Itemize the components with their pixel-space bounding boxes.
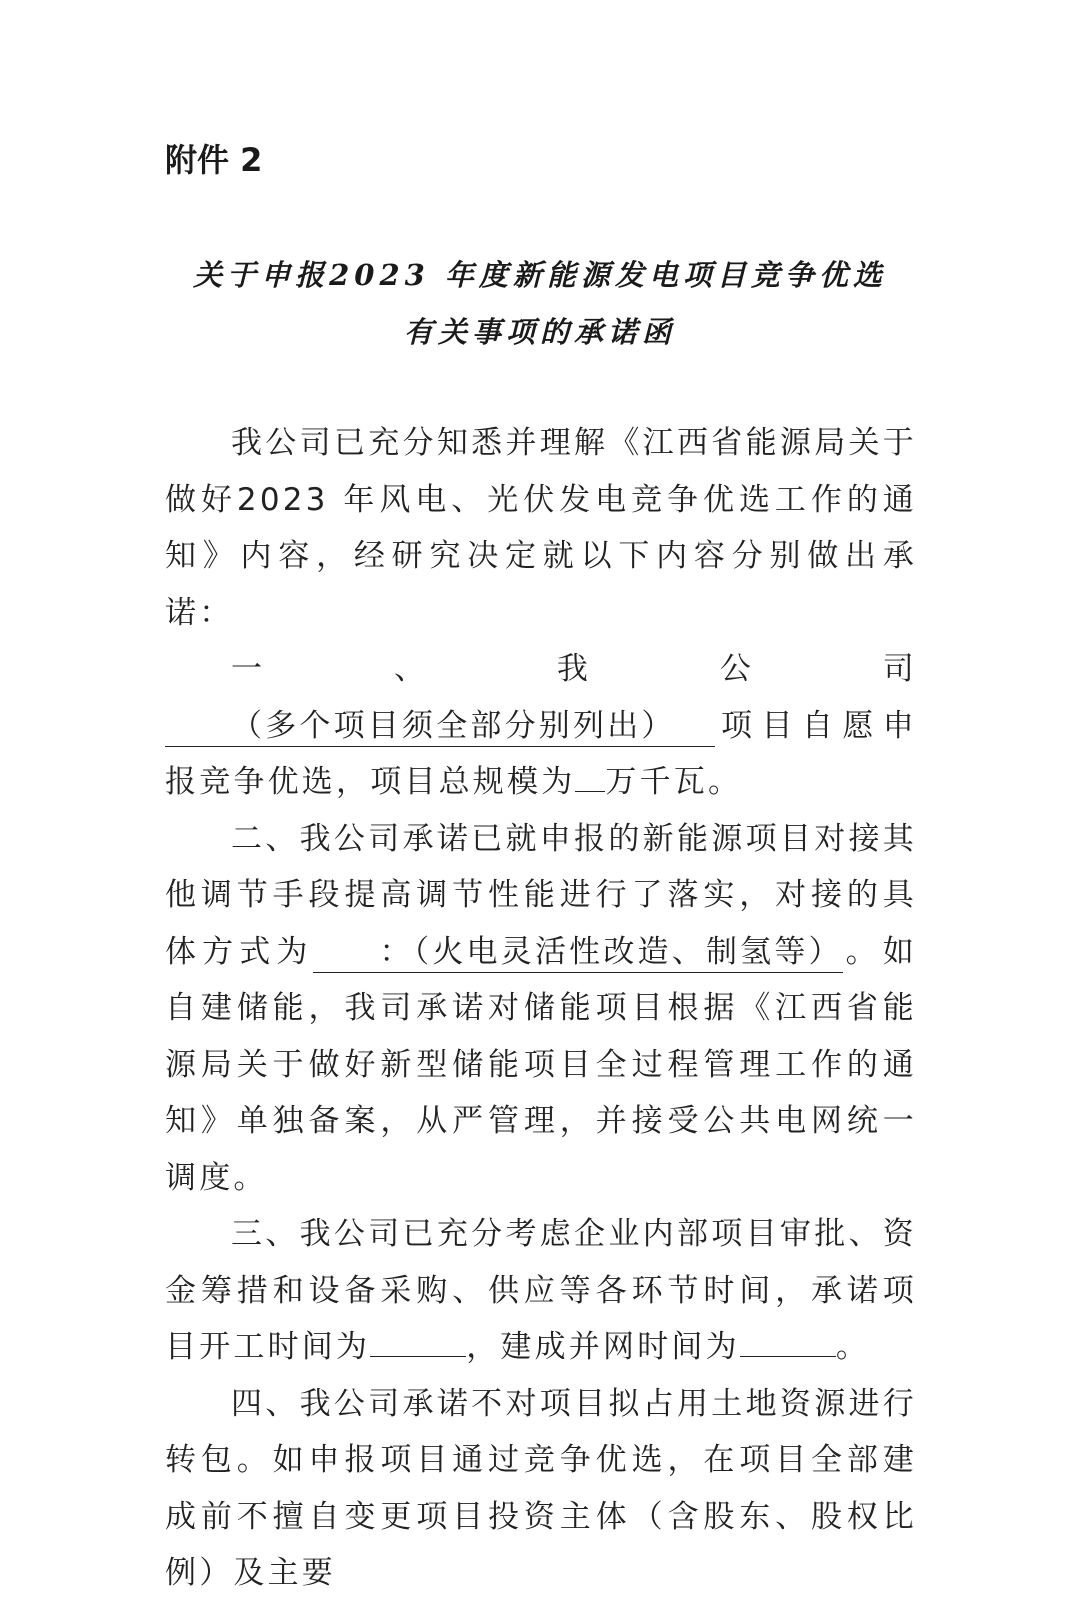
item1-prefix: 一、我公司 (231, 651, 917, 687)
start-date-blank (370, 1322, 466, 1357)
grid-connection-date-blank (740, 1322, 836, 1357)
item1-middle: 项目自愿申报竞争优选，项目总规模为 (165, 707, 917, 800)
item3-suffix: 。 (835, 1329, 871, 1365)
document-body (165, 415, 917, 1602)
intro-paragraph (165, 415, 917, 641)
item1-project-list-blank: （多个项目须全部分别列出） (165, 706, 715, 747)
document-title-line-2: 有关事项的承诺函 (403, 315, 676, 349)
item2-prefix: 二、我公司承诺已就申报的新能源项目对接其他调节手段提高调节性能进行了落实，对接的具体方式为 (165, 820, 917, 970)
attachment-label: 附件 2 (165, 141, 263, 179)
commitment-item-3 (165, 1206, 917, 1376)
item2-suffix: 。如自建储能，我司承诺对储能项目根据《江西省能源局关于做好新型储能项目全过程管理工作的通知》单独备案，从严管理，并接受公共电网统一调度。 (165, 933, 917, 1196)
item4-text: 四、我公司承诺不对项目拟占用土地资源进行转包。如申报项目通过竞争优选，在项目全部建成前不擅自变更项目投资主体（含股东、股权比例）及主要 (165, 1385, 917, 1591)
commitment-item-4 (165, 1376, 917, 1602)
commitment-item-2 (165, 811, 917, 1207)
total-capacity-blank (575, 757, 605, 792)
item3-middle: ，建成并网时间为 (466, 1329, 740, 1365)
intro-text: 我公司已充分知悉并理解《江西省能源局关于做好2023 年风电、光伏发电竞争优选工作的通知》内容，经研究决定就以下内容分别做出承诺： (165, 425, 917, 631)
document-title-line-1: 关于申报2023 年度新能源发电项目竞争优选 (193, 258, 887, 292)
commitment-item-1 (165, 641, 917, 811)
item1-suffix: 万千瓦。 (605, 764, 743, 800)
item2-method-blank: ：（火电灵活性改造、制氢等） (313, 932, 842, 973)
item3-prefix: 三、我公司已充分考虑企业内部项目审批、资金筹措和设备采购、供应等各环节时间，承诺项目开工时间为 (165, 1216, 917, 1365)
